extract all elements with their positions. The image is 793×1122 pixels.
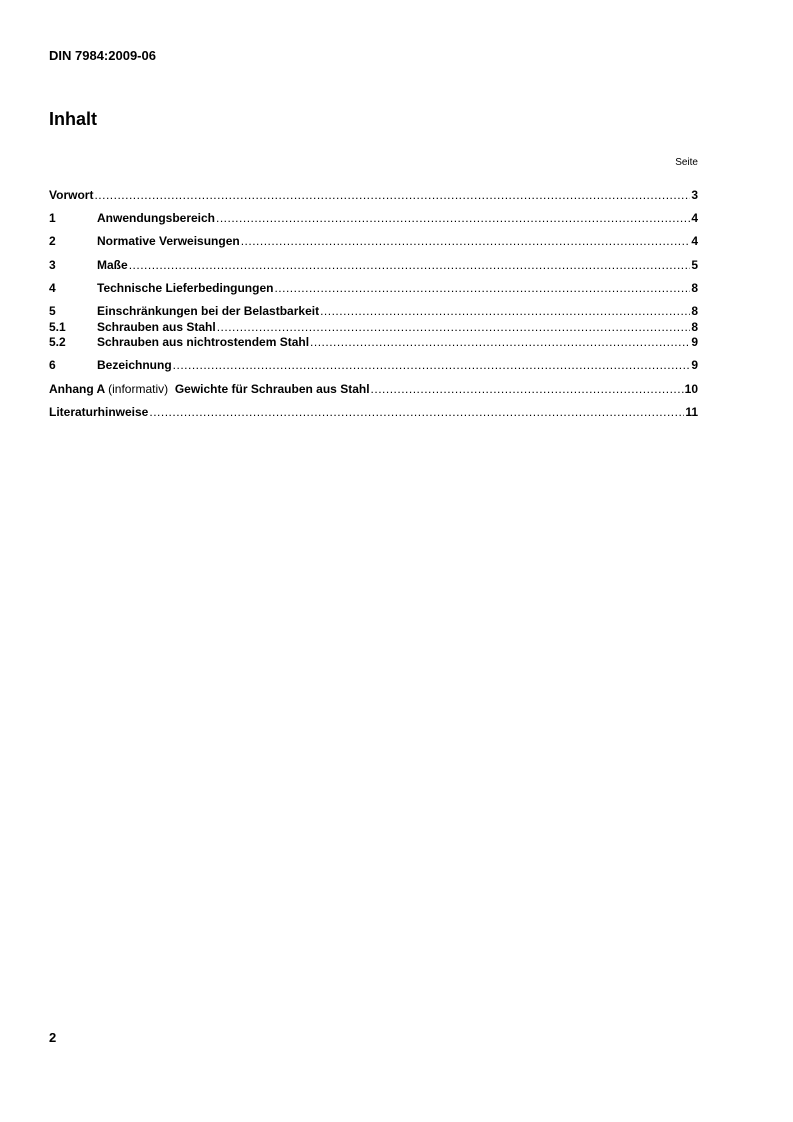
toc-entry-title (49, 382, 370, 396)
toc-leader-dots (216, 211, 690, 225)
toc-heading: Inhalt (49, 109, 97, 129)
toc-leader-dots (241, 234, 691, 248)
toc-entry-5[interactable] (49, 304, 698, 320)
toc-entry-number: 6 (49, 358, 56, 372)
toc-entry-2[interactable] (49, 234, 698, 250)
toc-entry-page: 5 (691, 258, 698, 272)
toc-entry-page: 9 (691, 335, 698, 349)
toc-entry-4[interactable] (49, 281, 698, 297)
toc-entry-vorwort[interactable] (49, 188, 698, 204)
toc-entry-title: Normative Verweisungen (97, 234, 240, 248)
annex-qualifier: (informativ) (108, 382, 169, 396)
toc-entry-number: 2 (49, 234, 56, 248)
page-number: 2 (49, 1030, 57, 1045)
toc-entry-page: 8 (691, 304, 698, 318)
toc-leader-dots (371, 382, 684, 396)
toc-entry-title: Vorwort (49, 188, 94, 202)
toc-entry-title: Schrauben aus nichtrostendem Stahl (97, 335, 310, 349)
toc-entry-6[interactable] (49, 358, 698, 374)
document-id: DIN 7984:2009-06 (49, 48, 156, 63)
toc-leader-dots (94, 188, 690, 202)
toc-entry-page: 3 (691, 188, 698, 202)
annex-label: Anhang A (49, 382, 105, 396)
toc-entry-number: 1 (49, 211, 56, 225)
toc-leader-dots (274, 281, 690, 295)
toc-entry-title: Technische Lieferbedingungen (97, 281, 274, 295)
toc-entry-number: 5 (49, 304, 56, 318)
toc-leader-dots (217, 320, 691, 334)
toc-entry-3[interactable] (49, 258, 698, 274)
toc-entry-page: 10 (684, 382, 698, 396)
toc-entry-title: Literaturhinweise (49, 405, 149, 419)
annex-title: Gewichte für Schrauben aus Stahl (174, 382, 370, 396)
toc-entry-number: 5.1 (49, 320, 66, 334)
toc-entry-title: Einschränkungen bei der Belastbarkeit (97, 304, 320, 318)
toc-entry-title: Bezeichnung (97, 358, 172, 372)
toc-entry-title: Schrauben aus Stahl (97, 320, 216, 334)
toc-entry-1[interactable] (49, 211, 698, 227)
toc-entry-title: Anwendungsbereich (97, 211, 216, 225)
toc-entry-literaturhinweise[interactable] (49, 405, 698, 421)
toc-leader-dots (129, 258, 691, 272)
toc-entry-page: 9 (691, 358, 698, 372)
toc-entry-page: 4 (691, 211, 698, 225)
toc-entry-5-2[interactable] (49, 335, 698, 351)
toc-entry-page: 4 (691, 234, 698, 248)
toc-entry-title: Maße (97, 258, 128, 272)
page-column-label: Seite (675, 157, 698, 168)
toc-entry-number: 5.2 (49, 335, 66, 349)
toc-leader-dots (320, 304, 690, 318)
toc-entry-5-1[interactable] (49, 320, 698, 336)
toc-entry-page: 11 (685, 405, 698, 419)
toc-entry-number: 4 (49, 281, 56, 295)
toc-entry-number: 3 (49, 258, 56, 272)
toc-leader-dots (173, 358, 691, 372)
toc-entry-page: 8 (691, 281, 698, 295)
toc-leader-dots (310, 335, 690, 349)
toc-entry-annex-a[interactable] (49, 382, 698, 398)
toc-entry-page: 8 (691, 320, 698, 334)
toc-leader-dots (149, 405, 684, 419)
